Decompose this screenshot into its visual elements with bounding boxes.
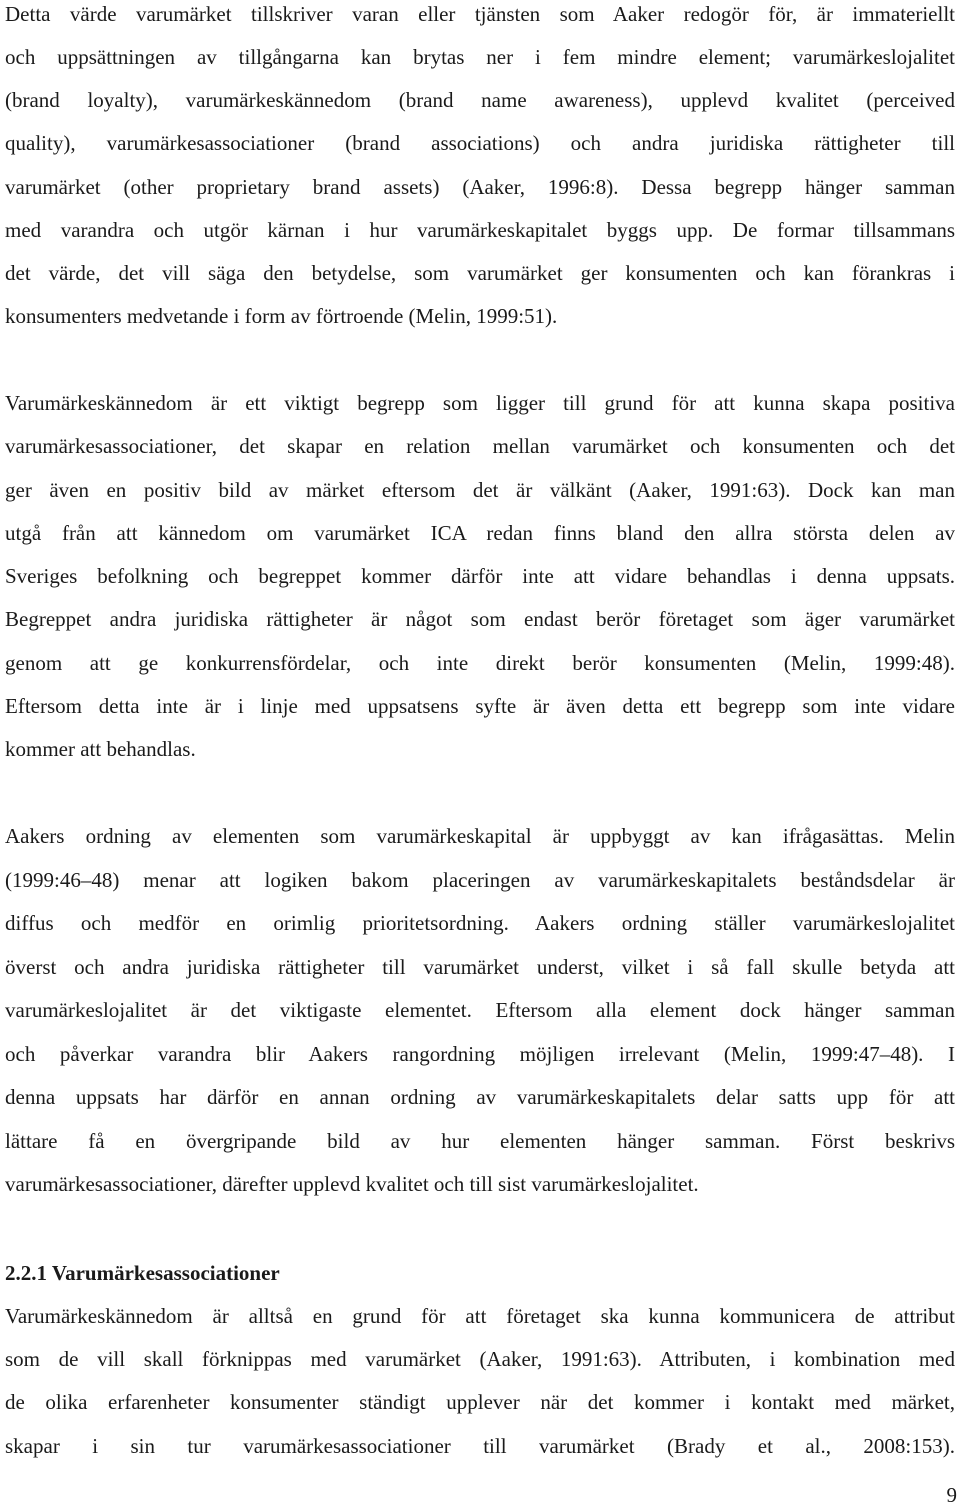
text-line: (1999:46–48) menar att logiken bakom placeringen av varumärkeskapitalets beståndsdelar är: [5, 868, 955, 892]
text-line: utgå från att kännedom om varumärket ICA redan finns bland den allra största delen av: [5, 521, 955, 545]
text-line: varumärkesassociationer, det skapar en relation mellan varumärket och konsumenten och det: [5, 434, 955, 458]
text-line: Begreppet andra juridiska rättigheter är något som endast berör företaget som äger varumärket: [5, 607, 955, 631]
section-heading: 2.2.1 Varumärkesassociationer: [5, 1261, 280, 1285]
text-line: konsumenters medvetande i form av förtroende (Melin, 1999:51).: [5, 304, 558, 328]
text-line: Eftersom detta inte är i linje med uppsatsens syfte är även detta ett begrepp som inte vidare: [5, 694, 955, 718]
text-line: genom att ge konkurrensfördelar, och inte direkt berör konsumenten (Melin, 1999:48).: [5, 651, 955, 675]
text-line: skapar i sin tur varumärkesassociationer till varumärket (Brady et al., 2008:153).: [5, 1434, 955, 1458]
text-line: Varumärkeskännedom är ett viktigt begrepp som ligger till grund för att kunna skapa positiva: [5, 391, 955, 415]
text-line: (brand loyalty), varumärkeskännedom (brand name awareness), upplevd kvalitet (perceived: [5, 88, 955, 112]
text-line: ger även en positiv bild av märket eftersom det är välkänt (Aaker, 1991:63). Dock kan man: [5, 478, 955, 502]
text-line: denna uppsats har därför en annan ordning av varumärkeskapitalets delar satts upp för att: [5, 1085, 955, 1109]
text-line: och uppsättningen av tillgångarna kan brytas ner i fem mindre element; varumärkeslojalitet: [5, 45, 955, 69]
text-line: varumärket (other proprietary brand assets) (Aaker, 1996:8). Dessa begrepp hänger samman: [5, 175, 955, 199]
text-line: Sveriges befolkning och begreppet kommer därför inte att vidare behandlas i denna uppsats.: [5, 564, 955, 588]
text-line: med varandra och utgör kärnan i hur varumärkeskapitalet byggs upp. De formar tillsammans: [5, 218, 955, 242]
text-line: Detta värde varumärket tillskriver varan eller tjänsten som Aaker redogör för, är immateriellt: [5, 2, 955, 26]
text-line: Varumärkeskännedom är alltså en grund för att företaget ska kunna kommunicera de attribut: [5, 1304, 955, 1328]
text-line: varumärkesassociationer, därefter upplevd kvalitet och till sist varumärkeslojalitet.: [5, 1172, 699, 1196]
text-line: som de vill skall förknippas med varumärket (Aaker, 1991:63). Attributen, i kombination med: [5, 1347, 955, 1371]
text-line: quality), varumärkesassociationer (brand associations) och andra juridiska rättigheter till: [5, 131, 955, 155]
text-line: lättare få en övergripande bild av hur elementen hänger samman. Först beskrivs: [5, 1129, 955, 1153]
page-number: 9: [946, 1483, 957, 1507]
text-line: Aakers ordning av elementen som varumärkeskapital är uppbyggt av kan ifrågasättas. Melin: [5, 824, 955, 848]
text-line: överst och andra juridiska rättigheter till varumärket underst, vilket i så fall skulle betyda att: [5, 955, 955, 979]
text-line: diffus och medför en orimlig prioritetsordning. Aakers ordning ställer varumärkeslojalitet: [5, 911, 955, 935]
text-line: varumärkeslojalitet är det viktigaste elementet. Eftersom alla element dock hänger samman: [5, 998, 955, 1022]
text-line: och påverkar varandra blir Aakers rangordning möjligen irrelevant (Melin, 1999:47–48). I: [5, 1042, 955, 1066]
text-line: kommer att behandlas.: [5, 737, 196, 761]
text-line: de olika erfarenheter konsumenter ständigt upplever när det kommer i kontakt med märket,: [5, 1390, 955, 1414]
text-line: det värde, det vill säga den betydelse, som varumärket ger konsumenten och kan förankras i: [5, 261, 955, 285]
